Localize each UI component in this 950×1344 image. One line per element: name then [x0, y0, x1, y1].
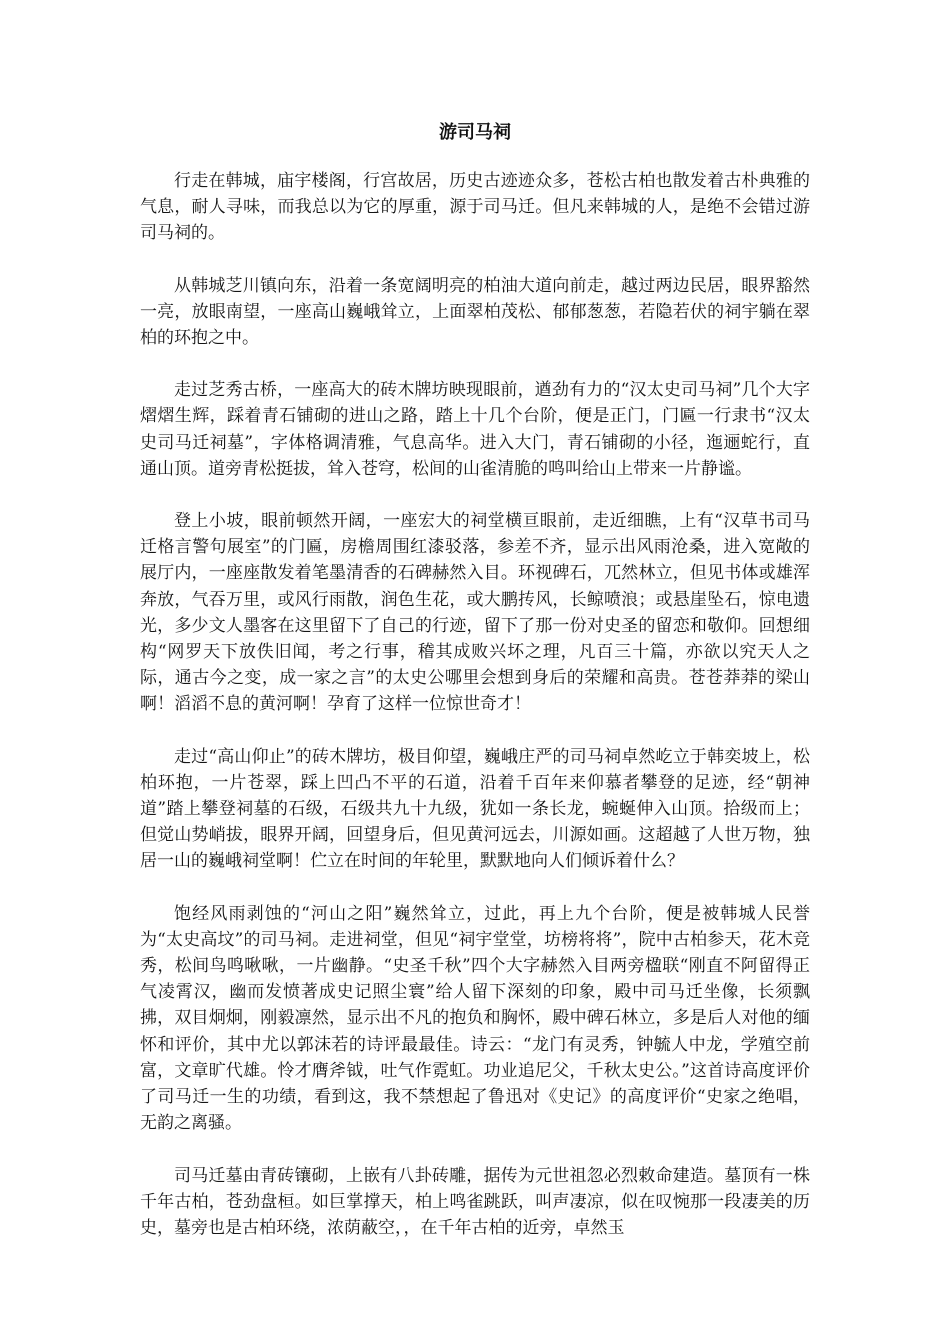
paragraph-6: 饱经风雨剥蚀的“河山之阳”巍然耸立，过此，再上九个台阶，便是被韩城人民誉为“太史高坟”的司马祠。走进祠堂，但见“祠宇堂堂，坊榜将将”，院中古柏参天，花木竞秀，松间鸟鸣啾啾，一片幽静。“史圣千秋”四个大字赫然入目两旁楹联“刚直不阿留得正气凌霄汉，幽而发愤著成史记照尘寰”给人留下深刻的印象，殿中司马迁坐像，长须飘拂，双目炯炯，刚毅凛然，显示出不凡的抱负和胸怀，殿中碑石林立，多是后人对他的缅怀和评价，其中尤以郭沫若的诗评最最佳。诗云：“龙门有灵秀，钟毓人中龙，学殖空前富，文章旷代雄。怜才膺斧钺，吐气作霓虹。功业追尼父，千秋太史公。”这首诗高度评价了司马迁一生的功绩，看到这，我不禁想起了鲁迅对《史记》的高度评价“史家之绝唱，无韵之离骚。	[140, 903, 810, 1134]
paragraph-3: 走过芝秀古桥，一座高大的砖木牌坊映现眼前，遒劲有力的“汉太史司马祠”几个大字熠熠生辉，踩着青石铺砌的进山之路，踏上十几个台阶，便是正门，门匾一行隶书“汉太史司马迁祠墓”，字体格调清雅，气息高华。进入大门，青石铺砌的小径，迤逦蛇行，直通山顶。道旁青松挺拔，耸入苍穹，松间的山雀清脆的鸣叫给山上带来一片静谧。	[140, 380, 810, 479]
article-title: 游司马祠	[439, 122, 511, 143]
paragraph-2: 从韩城芝川镇向东，沿着一条宽阔明亮的柏油大道向前走，越过两边民居，眼界豁然一亮，放眼南望，一座高山巍峨耸立，上面翠柏茂松、郁郁葱葱，若隐若伏的祠宇躺在翠柏的环抱之中。	[140, 275, 810, 349]
article-body	[140, 168, 810, 1267]
paragraph-7: 司马迁墓由青砖镶砌，上嵌有八卦砖雕，据传为元世祖忽必烈敕命建造。墓顶有一株千年古柏，苍劲盘桓。如巨掌撑天，柏上鸣雀跳跃，叫声凄凉，似在叹惋那一段凄美的历史，墓旁也是古柏环绕，浓荫蔽空，，在千年古柏的近旁，卓然玉	[140, 1165, 810, 1238]
paragraph-4: 登上小坡，眼前顿然开阔，一座宏大的祠堂横亘眼前，走近细瞧，上有“汉草书司马迁格言警句展室”的门匾，房檐周围红漆驳落，参差不齐，显示出风雨沧桑，进入宽敞的展厅内，一座座散发着笔墨清香的石碑赫然入目。环视碑石，兀然林立，但见书体或雄浑奔放，气吞万里，或风行雨散，润色生花，或大鹏抟风，长鲸喷浪；或悬崖坠石，惊电遗光，多少文人墨客在这里留下了自己的行迹，留下了那一份对史圣的留恋和敬仰。回想细构“网罗天下放佚旧闻，考之行事，稽其成败兴坏之理，凡百三十篇，亦欲以究天人之际，通古今之变，成一家之言”的太史公哪里会想到身后的荣耀和高贵。苍苍莽莽的梁山啊！滔滔不息的黄河啊！孕育了这样一位惊世奇才！	[140, 511, 810, 715]
paragraph-5: 走过“高山仰止”的砖木牌坊，极目仰望，巍峨庄严的司马祠卓然屹立于韩奕坡上，松柏环抱，一片苍翠，踩上凹凸不平的石道，沿着千百年来仰慕者攀登的足迹，经“朝神道”踏上攀登祠墓的石级，石级共九十九级，犹如一条长龙，蜿蜒伸入山顶。拾级而上；但觉山势峭拔，眼界开阔，回望身后，但见黄河远去，川源如画。这超越了人世万物，独居一山的巍峨祠堂啊！伫立在时间的年轮里，默默地向人们倾诉着什么？	[140, 746, 810, 872]
paragraph-1: 行走在韩城，庙宇楼阁，行宫故居，历史古迹迹众多，苍松古柏也散发着古朴典雅的气息，耐人寻味，而我总以为它的厚重，源于司马迁。但凡来韩城的人，是绝不会错过游司马祠的。	[140, 171, 810, 244]
